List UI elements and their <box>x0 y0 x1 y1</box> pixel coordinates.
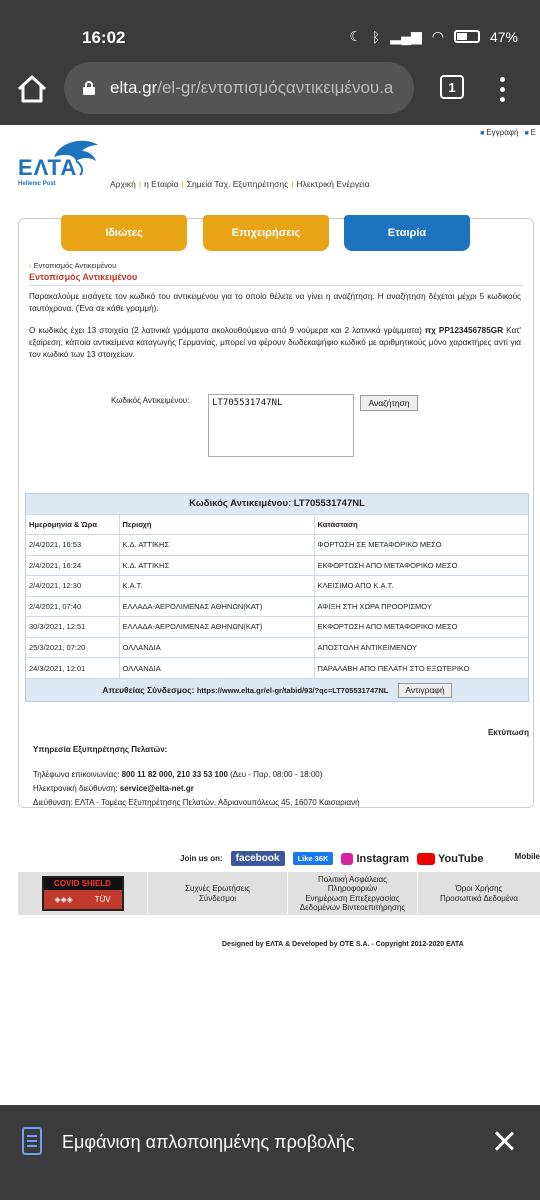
battery-level: 47% <box>489 28 518 45</box>
table-header-row <box>26 515 528 535</box>
nav-electricity[interactable]: | Ηλεκτρική Ενέργεια <box>291 179 369 189</box>
join-us-label: Join us on: <box>180 854 223 863</box>
breadcrumb[interactable]: › Εντοπισμός Αντικειμένου <box>29 261 116 270</box>
tab-individuals[interactable]: Ιδιώτες <box>61 215 187 251</box>
youtube-icon <box>417 853 435 865</box>
direct-link-bar <box>26 678 528 701</box>
facebook-link[interactable]: facebook <box>231 851 285 866</box>
direct-link-url[interactable]: https://www.elta.gr/el-gr/tabid/93/?qc=LT705531747NL <box>196 686 389 695</box>
table-row: 25/3/2021, 07:20 ΟΛΛΑΝΔΙΑ ΑΠΟΣΤΟΛΗ ΑΝΤΙΚΕΙΜΕΝΟΥ <box>26 637 528 658</box>
url-row <box>0 62 540 117</box>
url-host: elta.gr <box>110 78 158 97</box>
lock-icon <box>82 81 96 95</box>
security-policy-link[interactable]: Πολιτική Ασφάλειας <box>318 874 387 884</box>
register-link[interactable]: ■ Εγγραφή <box>480 128 518 137</box>
signal-icon: ▂▄▆ <box>390 28 422 44</box>
contact-email: Ηλεκτρονική διεύθυνση: service@elta-net.gr <box>33 784 194 793</box>
shield-icon: ◈◈◈ <box>54 894 73 904</box>
web-page <box>0 125 540 1105</box>
instagram-link[interactable]: Instagram <box>341 853 409 865</box>
tab-switcher-button[interactable]: 1 <box>440 75 464 99</box>
tab-businesses[interactable]: Επιχειρήσεις <box>203 215 329 251</box>
covid-shield-badge[interactable]: COVID SHIELD ◈◈◈ TÜV <box>18 872 148 915</box>
contact-address: Διεύθυνση: ΕΛΤΑ - Τομέας Εξυπηρέτησης Πελατών, Αδριανουπόλεως 45, 16070 Καισαριανή <box>33 798 360 807</box>
home-icon[interactable] <box>16 74 48 104</box>
terms-link[interactable]: Όροι Χρήσης <box>455 884 503 893</box>
facebook-like-button[interactable]: Like 36K <box>293 852 334 865</box>
status-time: 16:02 <box>82 28 126 47</box>
table-row: 24/3/2021, 12:01 ΟΛΛΑΝΔΙΑ ΠΑΡΑΛΑΒΗ ΑΠΟ ΠΕΛΑΤΗ ΣΤΟ ΕΞΩΤΕΡΙΚΟ <box>26 658 528 679</box>
simplified-view-text[interactable]: Εμφάνιση απλοποιημένης προβολής <box>62 1132 355 1152</box>
footer-links: COVID SHIELD ◈◈◈ TÜV Συχνές Ερωτήσεις Σύνδεσμοι Πολιτική Ασφάλειας Πληροφοριών Ενημέρωση Επεξεργασίας Δεδομένων Βιντεοεπιτήρησης Όροι Χρήσης Προσωπικά Δεδομένα <box>18 872 540 915</box>
results-table <box>25 493 529 702</box>
social-links <box>180 851 483 866</box>
column-header-area: Περιοχή <box>119 515 314 535</box>
close-icon[interactable] <box>492 1129 516 1153</box>
instructions-text: Παρακαλούμε εισάγετε τον κωδικό του αντικειμένου για το οποίο θέλετε να γίνει η αναζήτηση. Η αναζήτηση δέχεται μέχρι 5 κωδικούς ταυτόχρονα. (Ένα σε κάθε γραμμή). <box>29 292 521 313</box>
code-field-label: Κωδικός Αντικειμένου: <box>111 396 190 405</box>
language-link[interactable]: ■ E <box>524 128 536 137</box>
code-format-text: Ο κωδικός έχει 13 στοιχεία (2 λατινικά γράμματα ακολουθούμενα από 9 νούμερα και 2 λατινικά γράμματα) πχ PP123456785GR Κατ' εξαίρεση, κάποια αντικείμενα καταγωγής Γερμανίας, μπορεί να φέρουν δωδεκαψήφιο κωδικό με αριθμητικούς μόνο χαρακτήρες αντί για τον κωδικό των 13 στοιχείων. <box>29 326 521 359</box>
divider <box>29 285 523 286</box>
direct-link-label: Απευθείας Σύνδεσμος: https://www.elta.gr/el-gr/tabid/93/?qc=LT705531747NL <box>102 685 389 695</box>
more-menu-icon[interactable] <box>494 74 510 104</box>
contact-phones: Τηλέφωνα επικοινωνίας: 800 11 82 000, 210 33 53 100 (Δευ - Παρ, 08:00 - 18:00) <box>33 770 323 779</box>
instagram-icon <box>341 853 353 865</box>
results-heading: Κωδικός Αντικειμένου: LT705531747NL <box>26 494 528 514</box>
table-row: 2/4/2021, 16:53 Κ.Δ. ΑΤΤΙΚΗΣ ΦΟΡΤΩΣΗ ΣΕ ΜΕΤΑΦΟΡΙΚΟ ΜΕΣΟ <box>26 535 528 556</box>
column-header-status: Κατάσταση <box>314 515 528 535</box>
tracking-events <box>26 514 528 678</box>
url-path: /el-gr/εντοπισμόςαντικειμένου.a <box>157 78 394 97</box>
nav-service-points[interactable]: | Σημεία Ταχ. Εξυπηρέτησης <box>182 179 289 189</box>
customer-service-heading: Υπηρεσία Εξυπηρέτησης Πελατών: <box>33 745 168 754</box>
copyright-text: Designed by ΕΛΤΑ & Developed by OTE S.A. - Copyright 2012-2020 ΕΛΤΑ <box>222 941 464 948</box>
email-link[interactable]: service@elta-net.gr <box>119 784 194 793</box>
faq-link[interactable]: Συχνές Ερωτήσεις <box>185 884 250 893</box>
mobile-link[interactable]: Mobile <box>514 852 540 861</box>
browser-chrome <box>0 0 540 125</box>
table-row: 2/4/2021, 12:30 Κ.Α.Τ. ΚΛΕΙΣΙΜΟ ΑΠΟ Κ.Α.Τ. <box>26 576 528 597</box>
copy-button[interactable]: Αντιγραφή <box>398 683 451 698</box>
print-link[interactable]: Εκτύπωση <box>487 728 529 737</box>
simplified-view-prompt[interactable] <box>0 1105 540 1200</box>
moon-icon: ☾ <box>349 28 362 44</box>
youtube-link[interactable]: YouTube <box>417 853 483 865</box>
bluetooth-icon: ᛒ <box>371 28 381 45</box>
table-row: 30/3/2021, 12:51 ΕΛΛΑΔΑ-ΑΕΡΟΛΙΜΕΝΑΣ ΑΘΗΝΩΝ(ΚΑΤ) ΕΚΦΟΡΤΩΣΗ ΑΠΟ ΜΕΤΑΦΟΡΙΚΟ ΜΕΣΟ <box>26 617 528 638</box>
elta-logo[interactable] <box>16 135 106 195</box>
table-row: 2/4/2021, 07:40 ΕΛΛΑΔΑ-ΑΕΡΟΛΙΜΕΝΑΣ ΑΘΗΝΩΝ(ΚΑΤ) ΑΦΙΞΗ ΣΤΗ ΧΩΡΑ ΠΡΟΟΡΙΣΜΟΥ <box>26 596 528 617</box>
links-link[interactable]: Σύνδεσμοι <box>198 893 237 903</box>
top-links <box>480 128 536 137</box>
logo-subtitle: Hellenic Post <box>18 181 56 187</box>
table-row: 2/4/2021, 16:24 Κ.Δ. ΑΤΤΙΚΗΣ ΕΚΦΟΡΤΩΣΗ ΑΠΟ ΜΕΤΑΦΟΡΙΚΟ ΜΕΣΟ <box>26 555 528 576</box>
battery-icon <box>454 30 480 43</box>
page-title: Εντοπισμός Αντικειμένου <box>29 272 138 282</box>
wifi-icon: ◠ <box>431 28 444 44</box>
search-button[interactable]: Αναζήτηση <box>360 395 418 411</box>
cctv-data-link[interactable]: Ενημέρωση Επεξεργασίας <box>305 893 400 903</box>
personal-data-link[interactable]: Προσωπικά Δεδομένα <box>439 893 519 903</box>
document-icon <box>22 1127 42 1155</box>
content-frame <box>18 218 534 808</box>
tab-company[interactable]: Εταιρία <box>344 215 470 251</box>
nav-home[interactable]: Αρχική <box>110 179 136 189</box>
address-bar[interactable] <box>64 62 414 114</box>
tracking-code-textarea[interactable]: LT705531747NL <box>208 394 354 457</box>
nav-company[interactable]: | η Εταιρία <box>139 179 179 189</box>
main-nav <box>110 179 370 189</box>
column-header-date: Ημερομηνία & Ώρα <box>26 515 119 535</box>
logo-wordmark: ΕΛΤΑ <box>18 155 78 180</box>
